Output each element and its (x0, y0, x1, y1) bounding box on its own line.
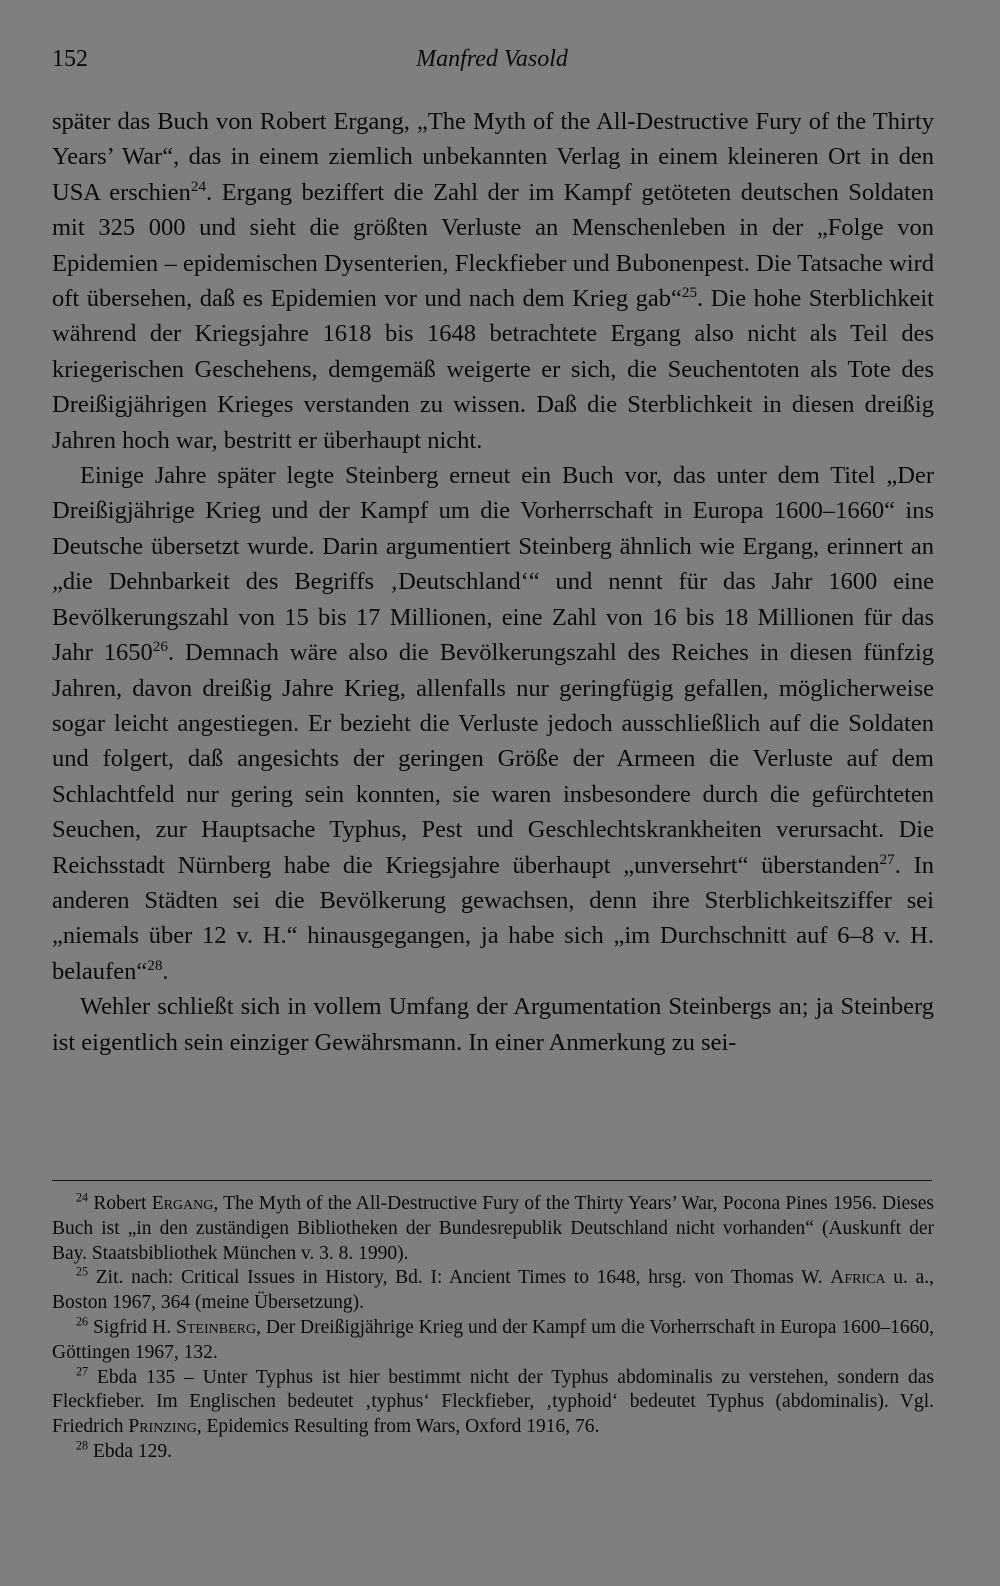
footnote-number: 28 (76, 1438, 89, 1453)
paragraph-1 (52, 104, 934, 458)
footnote-ref-26: 26 (152, 637, 168, 655)
footnote-text: Ebda 129. (92, 1440, 173, 1462)
footnote-text: Ebda 135 – Unter Typhus ist hier bestimmt nicht der Typhus abdominalis zu verstehen, sondern das Fleckfieber. Im Englischen bedeutet ‚typhus‘ Fleckfieber, ‚typhoid‘ bedeutet Typhus (abdominalis). Vgl. Friedrich (52, 1366, 935, 1438)
footnote-ref-27: 27 (879, 850, 895, 868)
text-segment: . (162, 957, 169, 985)
footnote-author-surname: Africa (830, 1267, 886, 1289)
footnote-24 (52, 1192, 934, 1266)
footnote-number: 25 (76, 1264, 89, 1279)
text-segment: Einige Jahre später legte Steinberg erneut ein Buch vor, das unter dem Titel „Der Dreißigjährige Krieg und der Kampf um die Vorherrschaft in Europa 1600–1660“ ins Deutsche übersetzt wurde. Darin argumentiert Steinberg ähnlich wie Ergang, erinnert an „die Dehnbarkeit des Begriffs ‚Deutschland‘“ und nennt für das Jahr 1600 eine Bevölkerungszahl von 15 bis 17 Millionen, eine Zahl von 16 bis 18 Millionen für das Jahr 1650 (52, 462, 934, 667)
footnote-number: 24 (76, 1190, 89, 1205)
main-text (52, 104, 934, 1060)
footnote-author-surname: Ergang (151, 1193, 214, 1214)
footnote-26 (52, 1316, 934, 1366)
footnote-ref-25: 25 (681, 283, 698, 301)
text-segment: . In anderen Städten sei die Bevölkerung gewachsen, denn ihre Sterblichkeitsziffer sei „niemals über 12 v. H.“ hinausgegangen, ja habe sich „im Durchschnitt auf 6–8 v. H. belaufen“ (52, 851, 934, 985)
text-segment: . Die hohe Sterblichkeit während der Kriegsjahre 1618 bis 1648 betrachtete Ergang also nicht als Teil des kriegerischen Geschehens, demgemäß weigerte er sich, die Seuchentoten als Tote des Dreißigjährigen Krieges verstanden zu wissen. Daß die Sterblichkeit in diesen dreißig Jahren hoch war, bestritt er überhaupt nicht. (52, 285, 934, 454)
page-number: 152 (52, 46, 88, 72)
paragraph-2 (52, 458, 934, 989)
footnote-author-first: Robert (93, 1193, 152, 1214)
footnote-27 (52, 1366, 934, 1440)
text-segment: Wehler schließt sich in vollem Umfang der Argumentation Steinbergs an; ja Steinberg ist eigentlich sein einziger Gewährsmann. In einer Anmerkung zu sei- (52, 993, 934, 1056)
footnote-25 (52, 1266, 934, 1316)
page-header (52, 40, 932, 80)
footnote-text: , Der Dreißigjährige Krieg und der Kampf um die Vorherrschaft in Europa 1600–1660, Göttingen 1967, 132. (52, 1316, 935, 1363)
running-title: Manfred Vasold (416, 46, 568, 72)
paragraph-3 (52, 989, 934, 1060)
footnote-ref-28: 28 (147, 956, 163, 974)
footnote-text: u. a., Boston 1967, 364 (meine Übersetzung). (52, 1267, 935, 1314)
footnote-divider (52, 1180, 932, 1181)
footnote-author-first: Sigfrid H. (93, 1316, 177, 1338)
footnote-number: 26 (76, 1314, 89, 1329)
footnote-28 (52, 1440, 934, 1465)
text-segment: . Ergang beziffert die Zahl der im Kampf getöteten deutschen Soldaten mit 325 000 und sieht die größten Verluste an Menschenleben in der „Folge von Epidemien – epidemischen Dysenterien, Fleckfieber und Bubonenpest. Die Tatsache wird oft übersehen, daß es Epidemien vor und nach dem Krieg gab“ (52, 178, 934, 313)
footnote-text: , The Myth of the All-Destructive Fury of the Thirty Years’ War, Pocona Pines 1956. Dieses Buch ist „in den zuständigen Bibliotheken der Bundesrepublik Deutschland nicht vorhanden“ (Auskunft der Bay. Staatsbibliothek München v. 3. 8. 1990). (52, 1193, 935, 1264)
text-segment: . Demnach wäre also die Bevölkerungszahl des Reiches in diesen fünfzig Jahren, davon dreißig Jahre Krieg, allenfalls nur geringfügig gefallen, möglicherweise sogar leicht angestiegen. Er bezieht die Verluste jedoch ausschließlich auf die Soldaten und folgert, daß angesichts der geringen Größe der Armeen die Verluste auf dem Schlachtfeld nur gering sein konnten, sie waren insbesondere durch die gefürchteten Seuchen, zur Hauptsache Typhus, Pest und Geschlechtskrankheiten verursacht. Die Reichsstadt Nürnberg habe die Kriegsjahre überhaupt „unversehrt“ überstanden (52, 639, 934, 879)
footnote-text: , Epidemics Resulting from Wars, Oxford 1916, 76. (196, 1416, 600, 1438)
footnote-ref-24: 24 (190, 177, 207, 195)
footnote-text: Zit. nach: Critical Issues in History, Bd. I: Ancient Times to 1648, hrsg. von Thomas W. (95, 1267, 831, 1289)
footnote-number: 27 (76, 1364, 89, 1379)
footnotes (52, 1192, 934, 1465)
text-segment: später das Buch von Robert Ergang, „The Myth of the All-Destructive Fury of the Thirty Years’ War“, das in einem ziemlich unbekannten Verlag in einem kleineren Ort in den USA erschien (52, 108, 934, 206)
footnote-author-surname: Steinberg (176, 1316, 257, 1338)
footnote-author-surname: Prinzing (128, 1416, 197, 1438)
